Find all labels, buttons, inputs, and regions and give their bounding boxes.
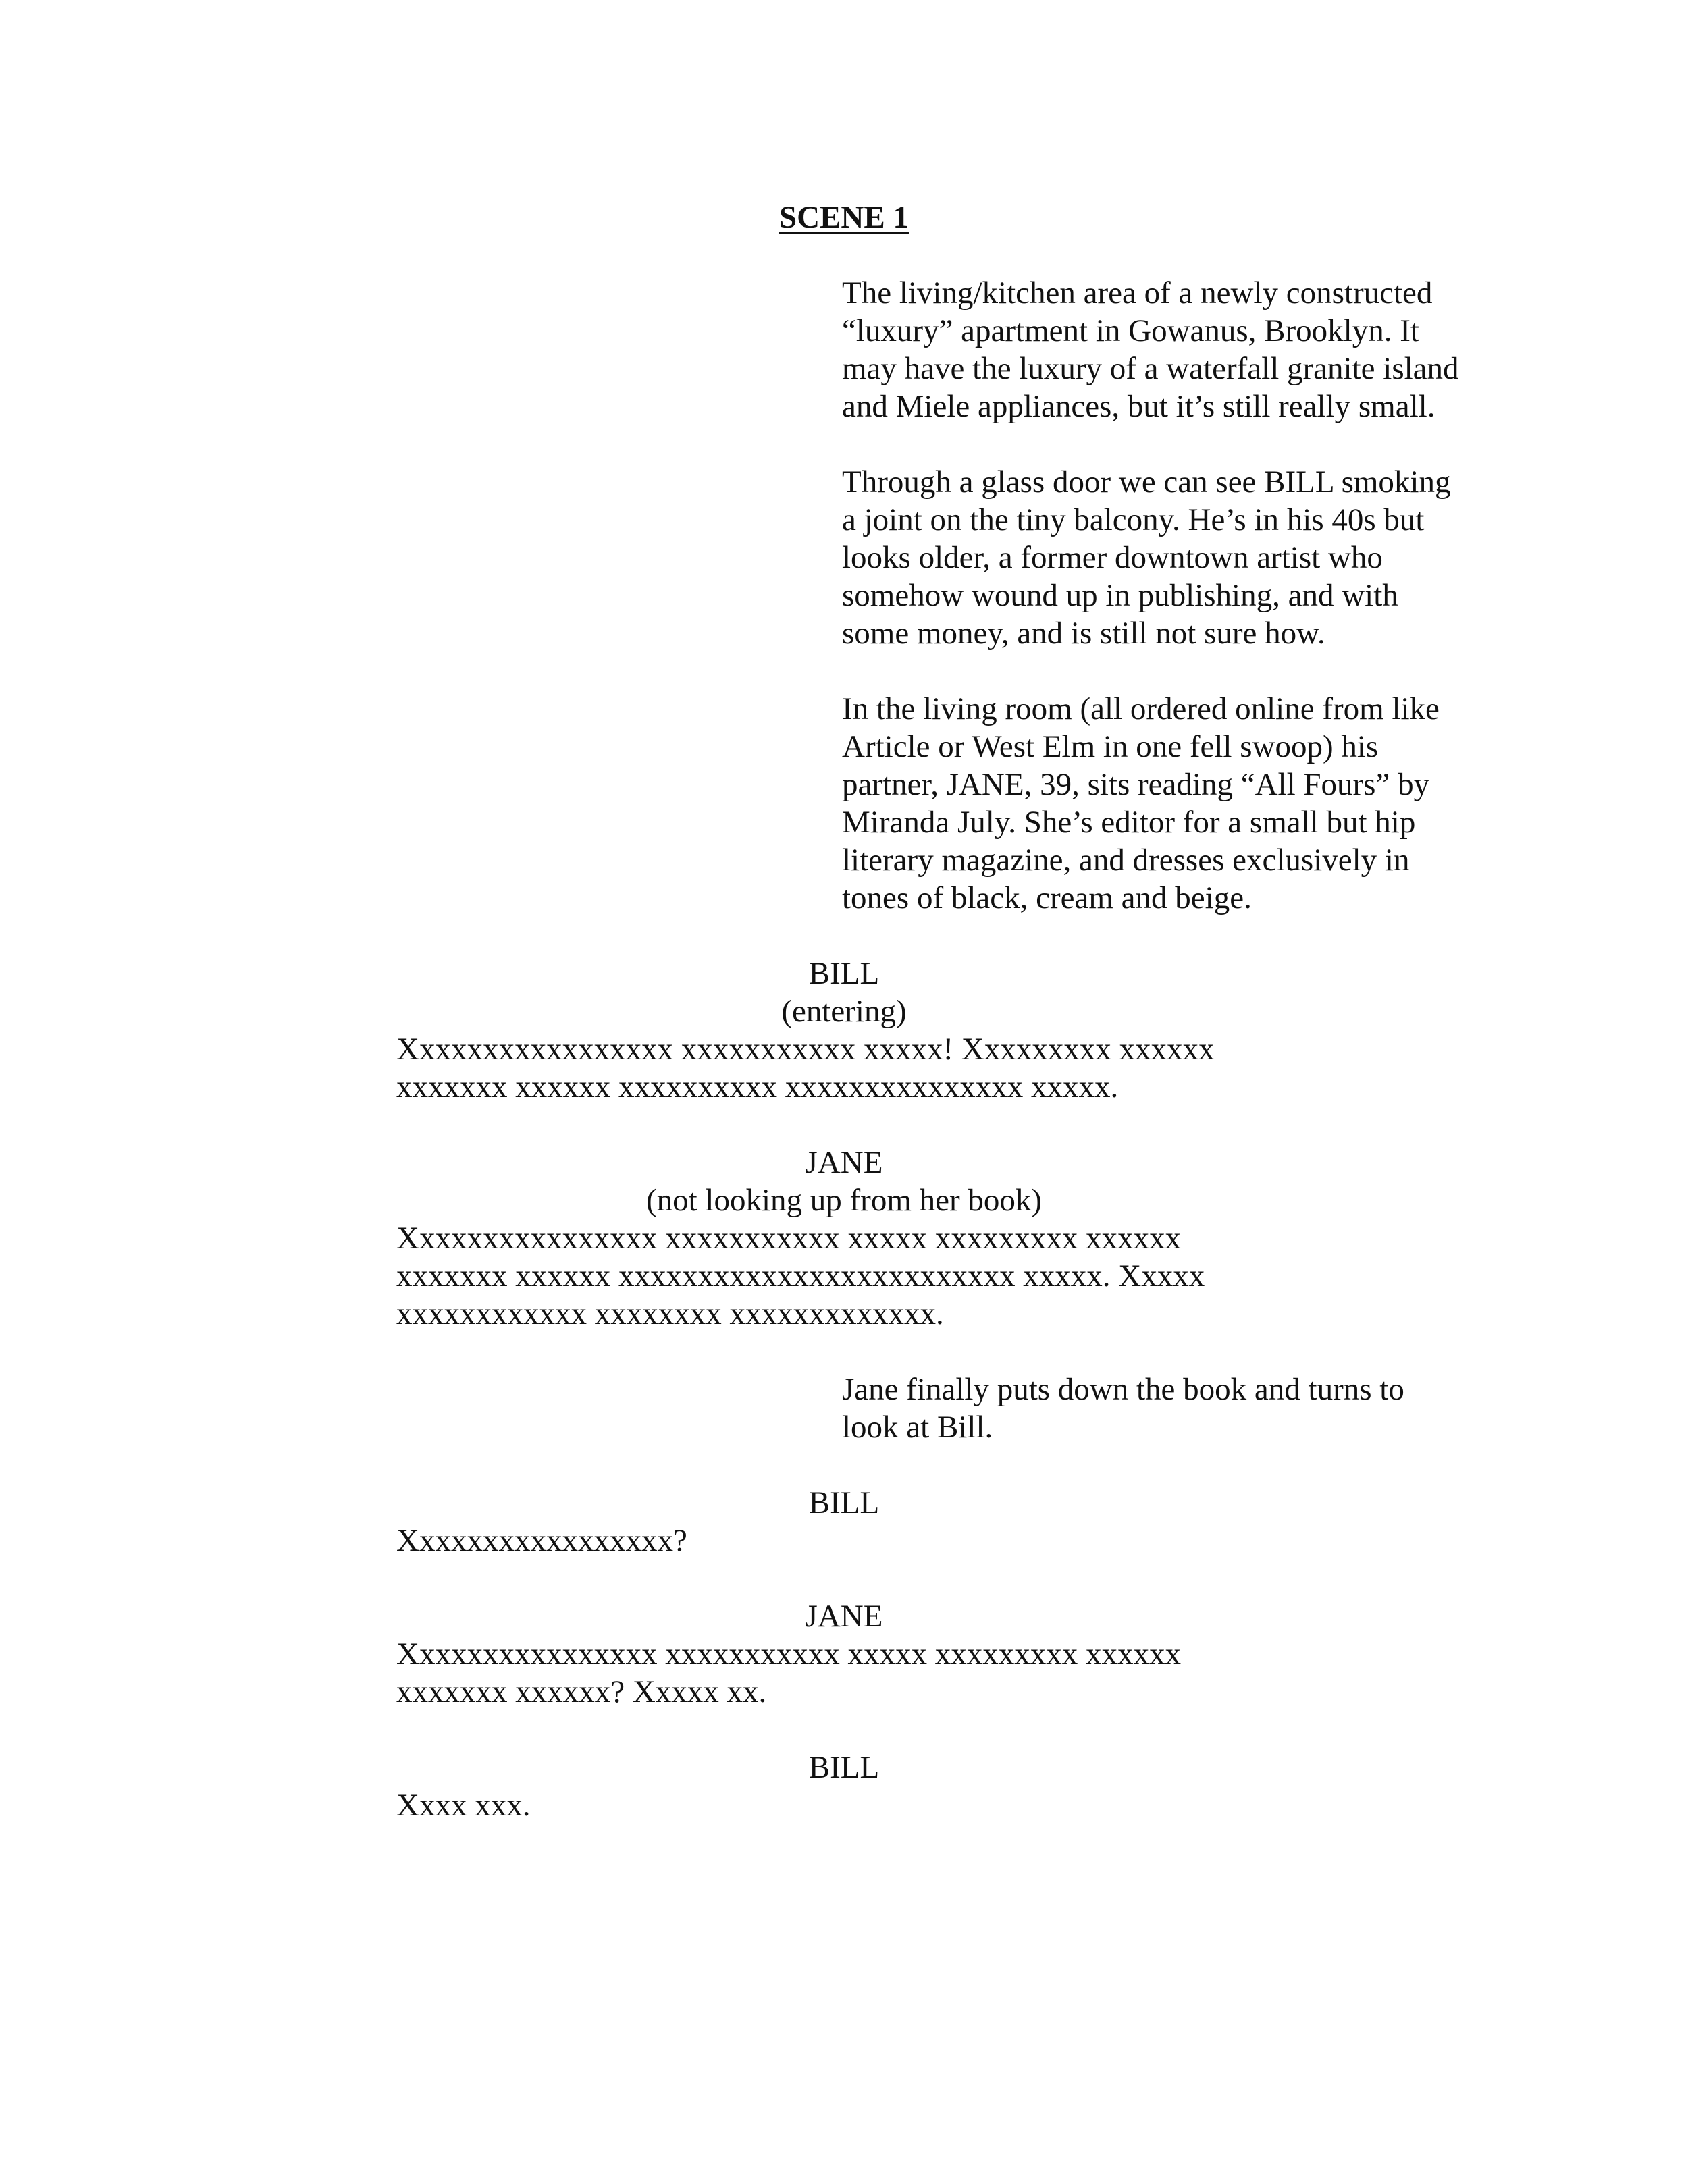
character-name: JANE	[805, 1599, 883, 1634]
scene-heading: SCENE 1	[779, 200, 909, 235]
action-line: Through a glass door we can see BILL smoking	[842, 464, 1451, 500]
action-line: Article or West Elm in one fell swoop) his	[842, 729, 1379, 764]
character-name: BILL	[808, 1485, 880, 1520]
dialogue-line: Xxxx xxx.	[396, 1788, 531, 1823]
dialogue-line: Xxxxxxxxxxxxxxxxx?	[396, 1523, 687, 1558]
action-line: tones of black, cream and beige.	[842, 880, 1252, 915]
action-line: “luxury” apartment in Gowanus, Brooklyn. It	[842, 313, 1419, 348]
dialogue-line: xxxxxxx xxxxxx xxxxxxxxxx xxxxxxxxxxxxxxx xxxxx.	[396, 1069, 1119, 1104]
character-name: BILL	[808, 956, 880, 991]
action-line: In the living room (all ordered online from like	[842, 691, 1440, 726]
dialogue-line: xxxxxxx xxxxxx? Xxxxx xx.	[396, 1674, 767, 1709]
dialogue-line: xxxxxxxxxxxx xxxxxxxx xxxxxxxxxxxxx.	[396, 1296, 944, 1331]
action-line: literary magazine, and dresses exclusively in	[842, 843, 1410, 878]
parenthetical: (entering)	[781, 994, 907, 1029]
action-line: and Miele appliances, but it’s still really small.	[842, 389, 1435, 424]
dialogue-line: xxxxxxx xxxxxx xxxxxxxxxxxxxxxxxxxxxxxxx xxxxx. Xxxxx	[396, 1258, 1205, 1294]
action-line: some money, and is still not sure how.	[842, 616, 1325, 651]
action-line: The living/kitchen area of a newly constructed	[842, 275, 1433, 311]
action-line: partner, JANE, 39, sits reading “All Fours” by	[842, 767, 1430, 802]
action-line: somehow wound up in publishing, and with	[842, 578, 1398, 613]
dialogue-line: Xxxxxxxxxxxxxxxx xxxxxxxxxxx xxxxx xxxxxxxxx xxxxxx	[396, 1221, 1181, 1256]
action-line: a joint on the tiny balcony. He’s in his 40s but	[842, 502, 1425, 537]
parenthetical: (not looking up from her book)	[645, 1183, 1043, 1218]
action-line: look at Bill.	[842, 1410, 993, 1445]
character-name: BILL	[808, 1750, 880, 1785]
dialogue-line: Xxxxxxxxxxxxxxxxx xxxxxxxxxxx xxxxx! Xxxxxxxxx xxxxxx	[396, 1032, 1215, 1067]
character-name: JANE	[805, 1145, 883, 1180]
dialogue-line: Xxxxxxxxxxxxxxxx xxxxxxxxxxx xxxxx xxxxxxxxx xxxxxx	[396, 1636, 1181, 1672]
action-line: Jane finally puts down the book and turns to	[842, 1372, 1404, 1407]
action-line: looks older, a former downtown artist who	[842, 540, 1383, 575]
action-line: may have the luxury of a waterfall granite island	[842, 351, 1459, 386]
action-line: Miranda July. She’s editor for a small but hip	[842, 805, 1416, 840]
